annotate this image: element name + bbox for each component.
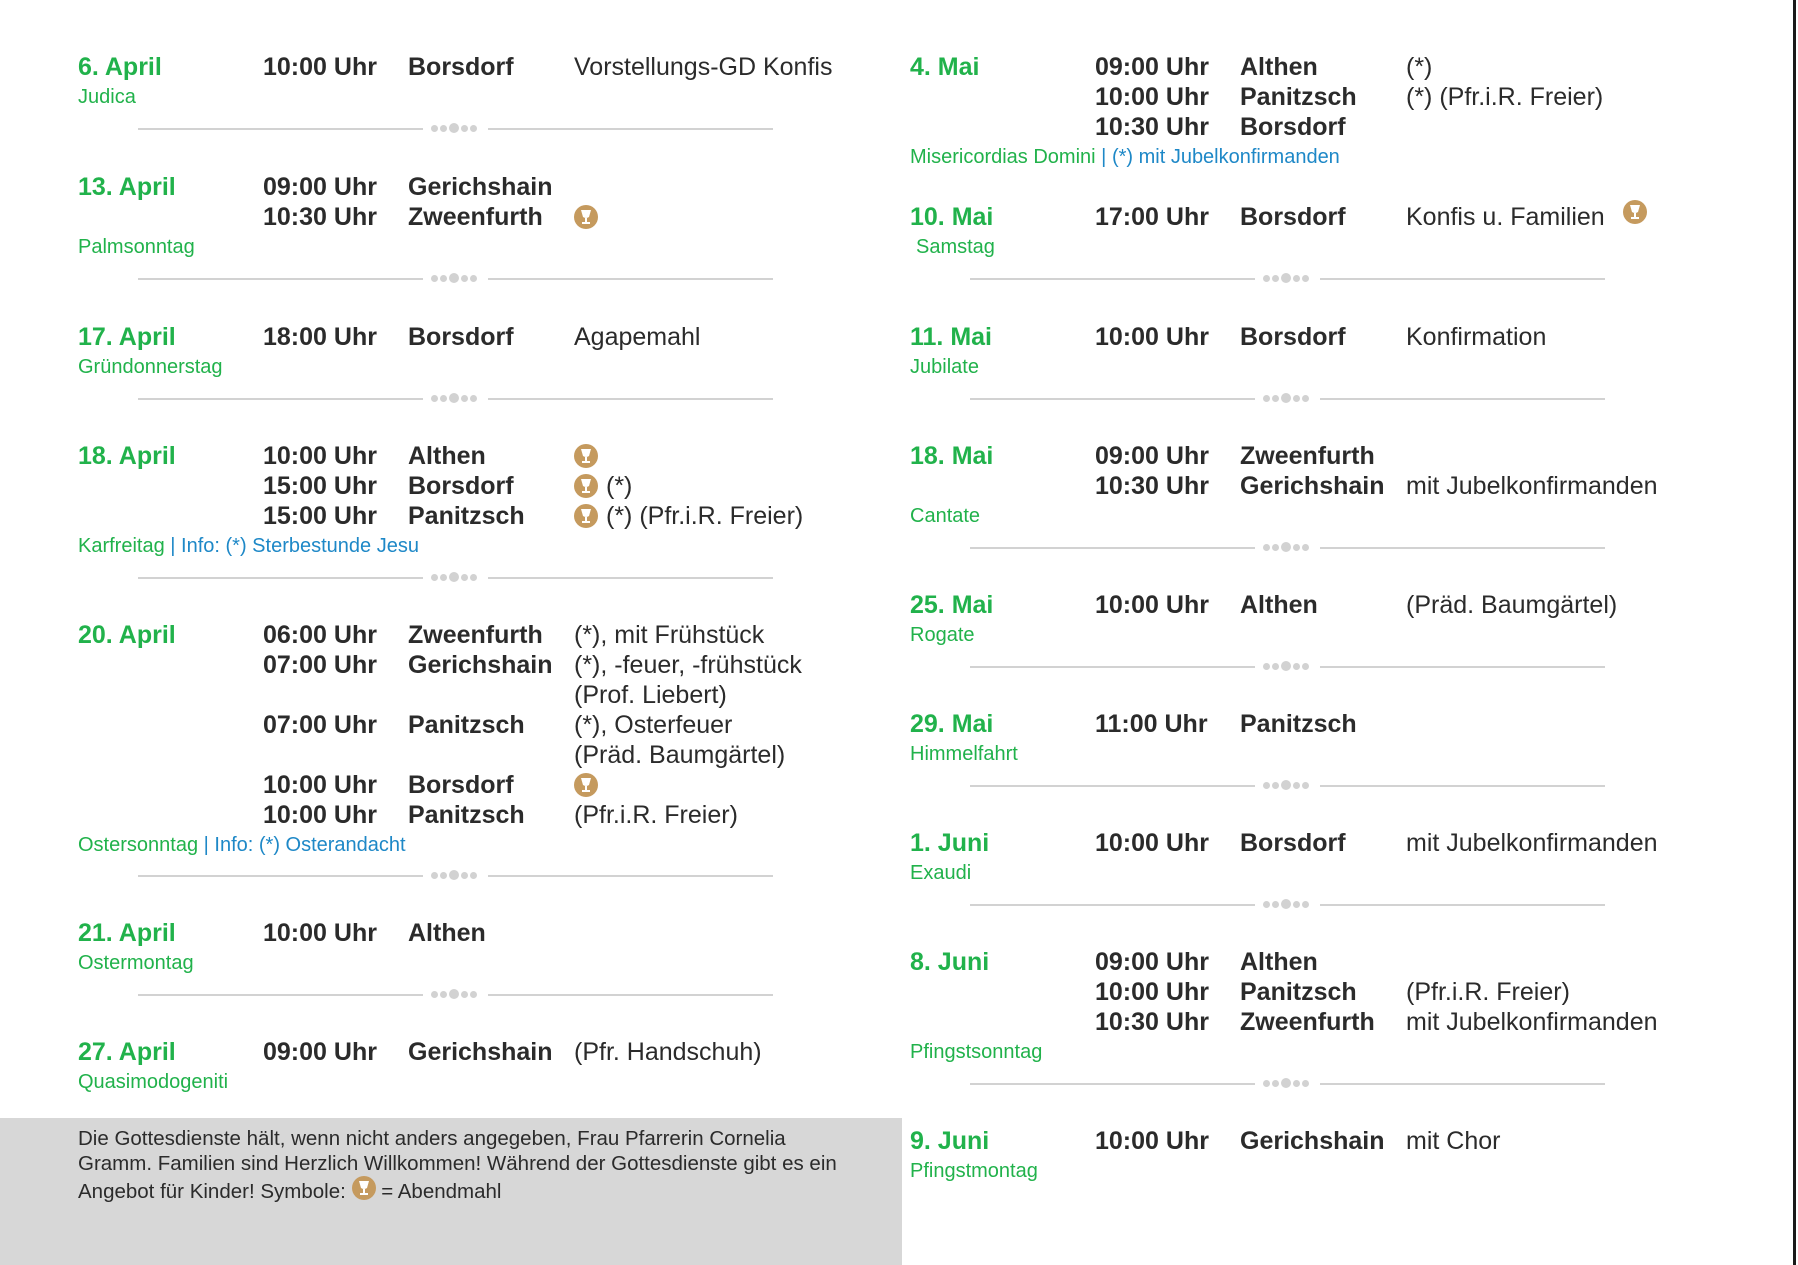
service-time: 17:00 Uhr <box>1095 203 1209 231</box>
service-time: 09:00 Uhr <box>1095 442 1209 470</box>
service-time: 10:30 Uhr <box>1095 472 1209 500</box>
service-note-continued: (Präd. Baumgärtel) <box>574 741 786 769</box>
divider <box>970 533 1605 563</box>
divider <box>138 980 773 1010</box>
service-date: 9. Juni <box>910 1127 990 1155</box>
service-note: mit Jubelkonfirmanden <box>1406 472 1658 500</box>
service-time: 10:00 Uhr <box>263 442 377 470</box>
service-date: 25. Mai <box>910 591 994 619</box>
divider <box>970 384 1605 414</box>
service-place: Panitzsch <box>408 801 525 829</box>
service-date: 6. April <box>78 53 162 81</box>
service-note: (Pfr.i.R. Freier) <box>574 801 738 829</box>
footer-notice <box>0 1118 902 1265</box>
service-time: 10:00 Uhr <box>263 771 377 799</box>
separator: | <box>203 834 209 856</box>
service-time: 10:30 Uhr <box>1095 1008 1209 1036</box>
divider <box>138 861 773 891</box>
info-note: Info: (*) Sterbestunde Jesu <box>181 535 419 557</box>
service-note: Konfis u. Familien <box>1406 203 1605 231</box>
service-place: Borsdorf <box>408 472 514 500</box>
service-place: Panitzsch <box>408 711 525 739</box>
service-date: 17. April <box>78 323 176 351</box>
liturgical-day: Rogate <box>910 624 975 646</box>
divider <box>138 563 773 593</box>
liturgical-day: Gründonnerstag <box>78 356 223 378</box>
liturgical-day: Pfingstsonntag <box>910 1041 1043 1063</box>
footer-symbol-legend: = Abendmahl <box>381 1180 502 1203</box>
service-date: 18. April <box>78 442 176 470</box>
service-time: 10:00 Uhr <box>1095 83 1209 111</box>
liturgical-day: Exaudi <box>910 862 972 884</box>
service-time: 10:00 Uhr <box>263 919 377 947</box>
divider <box>138 384 773 414</box>
service-place: Borsdorf <box>1240 113 1346 141</box>
service-place: Borsdorf <box>408 771 514 799</box>
service-entry <box>78 1037 868 1097</box>
divider <box>970 890 1605 920</box>
service-note: Agapemahl <box>574 323 701 351</box>
service-entry <box>910 322 1740 382</box>
footer-text <box>78 1126 858 1204</box>
service-place: Panitzsch <box>1240 978 1357 1006</box>
service-note: (*) <box>1406 53 1433 81</box>
service-place: Borsdorf <box>408 53 514 81</box>
service-date: 29. Mai <box>910 710 994 738</box>
service-entry <box>910 52 1740 172</box>
liturgical-day: Karfreitag <box>78 535 165 557</box>
service-entry <box>910 709 1740 769</box>
service-place: Panitzsch <box>1240 83 1357 111</box>
service-place: Gerichshain <box>1240 1127 1385 1155</box>
service-place: Althen <box>408 442 486 470</box>
service-place: Zweenfurth <box>408 621 543 649</box>
service-time: 11:00 Uhr <box>1095 710 1208 738</box>
service-place: Zweenfurth <box>1240 442 1375 470</box>
service-date: 1. Juni <box>910 829 990 857</box>
divider <box>970 1069 1605 1099</box>
divider <box>970 652 1605 682</box>
liturgical-day: Cantate <box>910 505 981 527</box>
service-date: 10. Mai <box>910 203 994 231</box>
divider <box>138 264 773 294</box>
service-note: Vorstellungs-GD Konfis <box>574 53 833 81</box>
separator: | <box>1101 146 1107 168</box>
service-entry <box>910 590 1740 650</box>
liturgical-day: Palmsonntag <box>78 236 195 258</box>
service-entry <box>910 947 1740 1067</box>
service-note: (*) <box>606 472 633 500</box>
service-place: Zweenfurth <box>408 203 543 231</box>
service-place: Panitzsch <box>408 502 525 530</box>
service-time: 10:00 Uhr <box>1095 829 1209 857</box>
divider <box>970 771 1605 801</box>
service-time: 15:00 Uhr <box>263 472 377 500</box>
service-note: Konfirmation <box>1406 323 1547 351</box>
page-edge-line <box>1793 0 1796 1265</box>
service-time: 10:00 Uhr <box>1095 323 1209 351</box>
footer-text-main: Die Gottesdienste hält, wenn nicht anders angegeben, Frau Pfarrerin Cornelia Gramm. Familien sind Herzlich Willkommen! Während der Gottesdienste gibt es ein Angebot für Kinder! Symbole: <box>78 1127 837 1203</box>
chalice-icon <box>574 504 598 528</box>
service-time: 09:00 Uhr <box>263 173 377 201</box>
liturgical-day: Misericordias Domini <box>910 146 1096 168</box>
service-place: Borsdorf <box>408 323 514 351</box>
service-note: (Pfr. Handschuh) <box>574 1038 762 1066</box>
info-note: (*) mit Jubelkonfirmanden <box>1111 146 1340 168</box>
separator: | <box>170 535 176 557</box>
service-place: Panitzsch <box>1240 710 1357 738</box>
service-time: 10:00 Uhr <box>263 801 377 829</box>
liturgical-day: Ostermontag <box>78 952 194 974</box>
liturgical-day: Samstag <box>916 236 995 258</box>
service-time: 09:00 Uhr <box>1095 948 1209 976</box>
service-time: 15:00 Uhr <box>263 502 377 530</box>
liturgical-day: Himmelfahrt <box>910 743 1018 765</box>
service-time: 10:30 Uhr <box>1095 113 1209 141</box>
service-note: (*), mit Frühstück <box>574 621 765 649</box>
service-place: Althen <box>1240 53 1318 81</box>
service-place: Gerichshain <box>408 651 553 679</box>
service-entry <box>910 1126 1740 1186</box>
service-place: Borsdorf <box>1240 203 1346 231</box>
divider <box>138 114 773 144</box>
liturgical-day: Quasimodogeniti <box>78 1071 229 1093</box>
service-note: (*) (Pfr.i.R. Freier) <box>1406 83 1604 111</box>
service-note: (*), -feuer, -frühstück <box>574 651 802 679</box>
service-entry <box>78 918 868 978</box>
liturgical-day: Judica <box>78 86 136 108</box>
service-time: 10:00 Uhr <box>1095 591 1209 619</box>
service-place: Althen <box>1240 948 1318 976</box>
chalice-icon <box>1623 200 1647 224</box>
service-entry <box>78 322 868 382</box>
service-place: Gerichshain <box>1240 472 1385 500</box>
service-date: 27. April <box>78 1038 176 1066</box>
service-note: (*), Osterfeuer <box>574 711 733 739</box>
service-entry <box>910 828 1740 888</box>
service-date: 8. Juni <box>910 948 990 976</box>
service-time: 10:00 Uhr <box>1095 1127 1209 1155</box>
service-place: Gerichshain <box>408 173 553 201</box>
service-time: 07:00 Uhr <box>263 651 377 679</box>
service-time: 10:00 Uhr <box>1095 978 1209 1006</box>
service-place: Borsdorf <box>1240 323 1346 351</box>
service-entry <box>78 52 868 112</box>
service-time: 18:00 Uhr <box>263 323 377 351</box>
service-time: 10:30 Uhr <box>263 203 377 231</box>
service-note: mit Jubelkonfirmanden <box>1406 829 1658 857</box>
service-note-continued: (Prof. Liebert) <box>574 681 727 709</box>
service-time: 06:00 Uhr <box>263 621 377 649</box>
service-entry <box>78 172 868 262</box>
chalice-icon <box>352 1176 376 1200</box>
chalice-icon <box>574 444 598 468</box>
service-time: 09:00 Uhr <box>1095 53 1209 81</box>
service-time: 09:00 Uhr <box>263 1038 377 1066</box>
service-place: Gerichshain <box>408 1038 553 1066</box>
chalice-icon <box>574 474 598 498</box>
service-place: Althen <box>1240 591 1318 619</box>
service-time: 07:00 Uhr <box>263 711 377 739</box>
chalice-icon <box>574 773 598 797</box>
service-date: 21. April <box>78 919 176 947</box>
service-place: Zweenfurth <box>1240 1008 1375 1036</box>
service-note: mit Chor <box>1406 1127 1501 1155</box>
service-note: mit Jubelkonfirmanden <box>1406 1008 1658 1036</box>
service-entry <box>910 441 1740 531</box>
service-entry <box>78 441 868 561</box>
service-note: (Präd. Baumgärtel) <box>1406 591 1618 619</box>
service-date: 18. Mai <box>910 442 994 470</box>
chalice-icon <box>574 205 598 229</box>
service-note: (*) (Pfr.i.R. Freier) <box>606 502 804 530</box>
service-date: 20. April <box>78 621 176 649</box>
liturgical-day: Pfingstmontag <box>910 1160 1038 1182</box>
service-place: Borsdorf <box>1240 829 1346 857</box>
service-date: 13. April <box>78 173 176 201</box>
service-entry <box>78 620 868 860</box>
service-time: 10:00 Uhr <box>263 53 377 81</box>
service-note: (Pfr.i.R. Freier) <box>1406 978 1570 1006</box>
liturgical-day: Ostersonntag <box>78 834 199 856</box>
divider <box>970 264 1605 294</box>
info-note: Info: (*) Osterandacht <box>214 834 406 856</box>
service-date: 4. Mai <box>910 53 980 81</box>
liturgical-day: Jubilate <box>910 356 979 378</box>
service-entry <box>910 202 1740 262</box>
service-date: 11. Mai <box>910 323 992 351</box>
service-place: Althen <box>408 919 486 947</box>
